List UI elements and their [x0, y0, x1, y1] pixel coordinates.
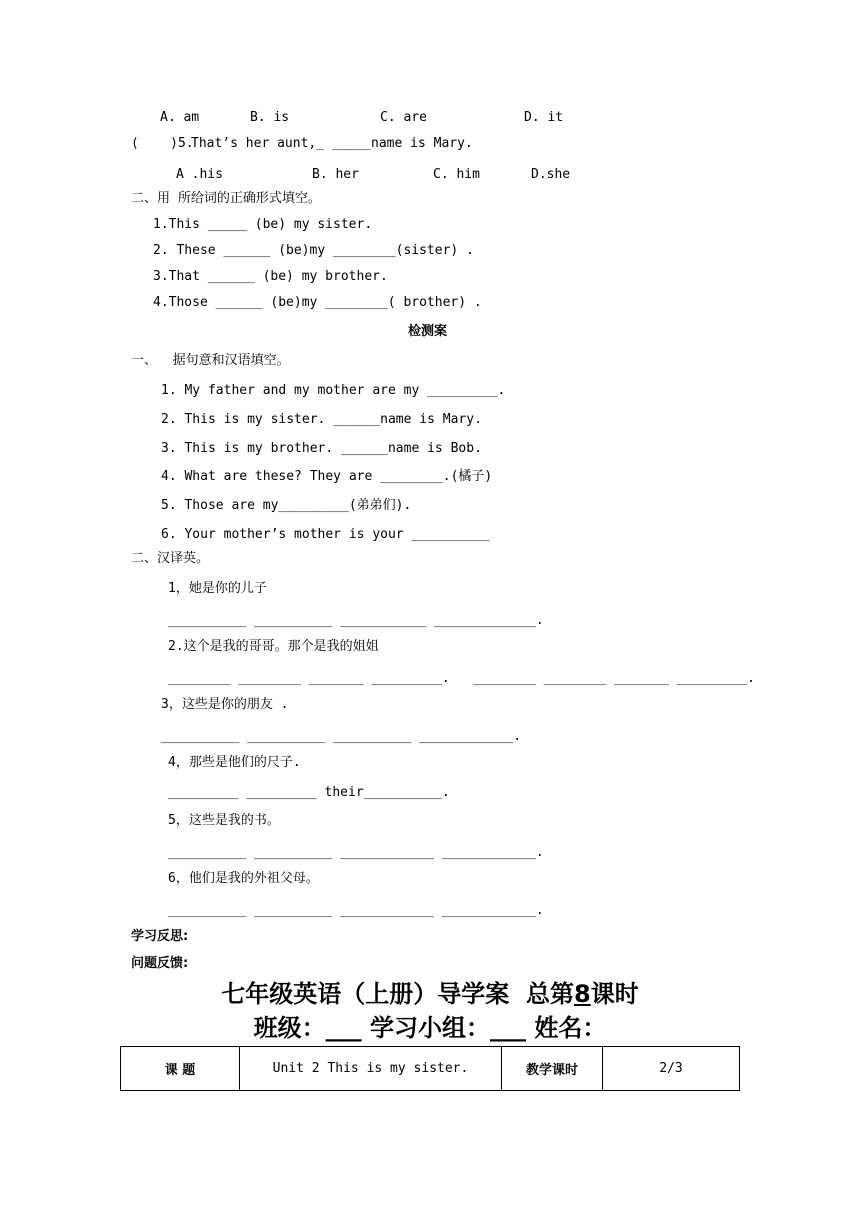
translate-prompt-3: 3，这些是你的朋友 . [161, 697, 289, 712]
translate-answer-3: __________ __________ __________ ____________. [161, 729, 522, 744]
fill-item-1: 1.This _____ (be) my sister. [153, 217, 373, 232]
translate-answer-4: _________ _________ their__________. [168, 785, 450, 800]
part1-item-4: 4. What are these? They are ________.(橘子) [161, 469, 493, 484]
question-5-stem: That’s her aunt,_ _____name is Mary. [191, 136, 473, 151]
translate-answer-2: ________ ________ _______ _________. ________ ________ _______ _________. [168, 671, 755, 686]
part1-item-1: 1. My father and my mother are my _________. [161, 383, 506, 398]
hours-label: 教学课时 [502, 1047, 603, 1091]
fill-item-4: 4.Those ______ (be)my ________( brother) . [153, 295, 482, 310]
feedback-label: 问题反馈: [131, 956, 189, 971]
translate-prompt-1: 1，她是你的儿子 [168, 581, 267, 596]
part1-heading: 一、 据句意和汉语填空。 [131, 353, 290, 368]
option-b: B. is [250, 110, 290, 125]
translate-answer-6: __________ __________ ____________ ____________. [168, 903, 544, 918]
lesson-info-line: 班级：___ 学习小组：___ 姓名： [253, 1014, 607, 1042]
reflection-label: 学习反思: [131, 929, 189, 944]
translate-prompt-5: 5，这些是我的书。 [168, 813, 280, 828]
part1-item-3: 3. This is my brother. ______name is Bob. [161, 441, 482, 456]
lesson-title: 七年级英语（上册）导学案 总第8课时 [221, 980, 639, 1008]
option-a: A. am [160, 110, 200, 125]
part1-item-6: 6. Your mother’s mother is your __________ [161, 527, 490, 542]
part1-item-5: 5. Those are my_________(弟弟们). [161, 498, 412, 513]
translate-answer-1: __________ __________ ___________ _____________. [168, 613, 544, 628]
option-a: A .his [176, 167, 223, 182]
option-d: D.she [531, 167, 571, 182]
part1-item-2: 2. This is my sister. ______name is Mary. [161, 412, 482, 427]
translate-prompt-4: 4，那些是他们的尺子. [168, 755, 301, 770]
option-c: C. him [433, 167, 480, 182]
test-section-title: 检测案 [408, 324, 448, 339]
option-c: C. are [380, 110, 427, 125]
topic-label: 课 题 [121, 1047, 240, 1091]
fill-item-3: 3.That ______ (be) my brother. [153, 269, 388, 284]
topic-value: Unit 2 This is my sister. [240, 1047, 502, 1091]
part2-heading: 二、汉译英。 [131, 551, 210, 566]
lesson-number: 8 [574, 980, 591, 1008]
fill-item-2: 2. These ______ (be)my ________(sister) . [153, 243, 474, 258]
course-info-table [120, 1046, 740, 1091]
option-b: B. her [312, 167, 359, 182]
option-d: D. it [524, 110, 564, 125]
translate-answer-5: __________ __________ ____________ ____________. [168, 845, 544, 860]
section-heading: 二、用 所给词的正确形式填空。 [131, 191, 321, 206]
translate-prompt-2: 2.这个是我的哥哥。那个是我的姐姐 [168, 639, 379, 654]
translate-prompt-6: 6，他们是我的外祖父母。 [168, 871, 319, 886]
question-5-paren: ( )5. [131, 136, 194, 151]
hours-value: 2/3 [603, 1047, 740, 1091]
